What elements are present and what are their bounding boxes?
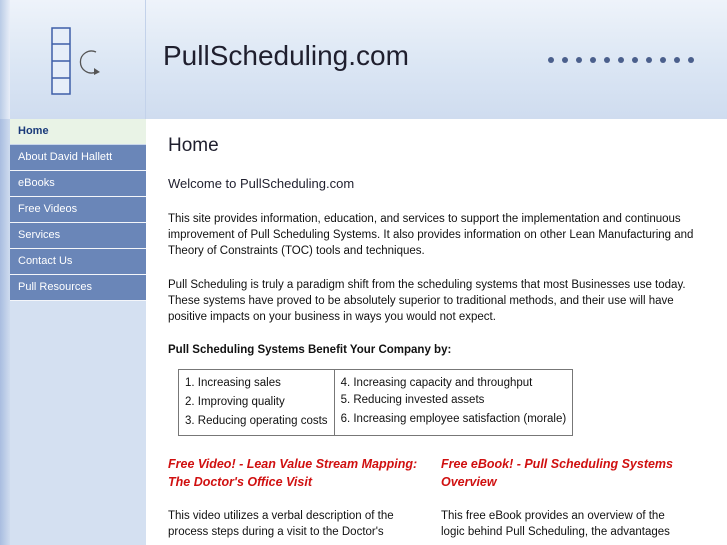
free-ebook-description: This free eBook provides an overview of the logic behind Pull Scheduling, the advantages: [441, 510, 670, 538]
free-video-description: This video utilizes a verbal description of the process steps during a visit to the Doctor's: [168, 510, 394, 538]
benefit-cell: 5. Reducing invested assets: [340, 394, 485, 406]
benefit-cell: 3. Reducing operating costs: [179, 411, 335, 436]
pull-cycle-logo-icon[interactable]: [48, 26, 104, 96]
sidebar-item-home[interactable]: Home: [10, 119, 146, 145]
table-row: [179, 370, 573, 393]
intro-paragraph: This site provides information, education, and services to support the implementation and continuous improvement of Pull Scheduling Systems. It also provides information on other Lean Manufacturing and Theory of Constraints (TOC) tools and techniques.: [168, 213, 694, 257]
benefits-table: [178, 369, 573, 436]
dot-decoration: [646, 57, 652, 63]
dot-decoration: [590, 57, 596, 63]
sidebar-item-about-david-hallett[interactable]: About David Hallett: [10, 145, 146, 171]
sidebar: [0, 119, 146, 545]
sidebar-item-free-videos[interactable]: Free Videos: [10, 197, 146, 223]
benefits-heading: Pull Scheduling Systems Benefit Your Company by:: [168, 344, 452, 356]
dot-decoration: [618, 57, 624, 63]
benefit-cell: 1. Increasing sales: [179, 370, 335, 393]
dot-decoration: [688, 57, 694, 63]
dot-decoration: [576, 57, 582, 63]
sidebar-item-ebooks[interactable]: eBooks: [10, 171, 146, 197]
sidebar-item-pull-resources[interactable]: Pull Resources: [10, 275, 146, 301]
benefit-cell: 6. Increasing employee satisfaction (morale): [340, 413, 567, 425]
site-title[interactable]: PullScheduling.com: [163, 40, 409, 71]
paradigm-paragraph: Pull Scheduling is truly a paradigm shift from the scheduling systems that most Businesses use today. These systems have proved to be absolutely superior to traditional methods, and their use will have positive impacts on your business in ways you would not expect.: [168, 279, 686, 323]
header-divider: [145, 0, 146, 119]
sidebar-item-contact-us[interactable]: Contact Us: [10, 249, 146, 275]
welcome-heading: Welcome to PullScheduling.com: [168, 176, 355, 191]
free-ebook-link[interactable]: Free eBook! - Pull Scheduling Systems Overview: [441, 457, 674, 489]
dot-decoration: [660, 57, 666, 63]
header-dots-decoration: [548, 57, 694, 65]
sidebar-strip: [0, 119, 10, 545]
sidebar-item-services[interactable]: Services: [10, 223, 146, 249]
header-left-strip: [0, 0, 10, 119]
benefit-cell: 4. Increasing capacity and throughput: [340, 377, 533, 389]
benefit-cell: 2. Improving quality: [179, 392, 335, 411]
free-video-link[interactable]: Free Video! - Lean Value Stream Mapping: The Doctor's Office Visit: [168, 457, 418, 489]
table-row: [179, 411, 573, 436]
table-row: [179, 392, 573, 411]
dot-decoration: [548, 57, 554, 63]
site-header: [0, 0, 727, 119]
dot-decoration: [674, 57, 680, 63]
page-title: Home: [168, 135, 219, 156]
sidebar-nav: [10, 119, 146, 301]
dot-decoration: [604, 57, 610, 63]
dot-decoration: [632, 57, 638, 63]
dot-decoration: [562, 57, 568, 63]
